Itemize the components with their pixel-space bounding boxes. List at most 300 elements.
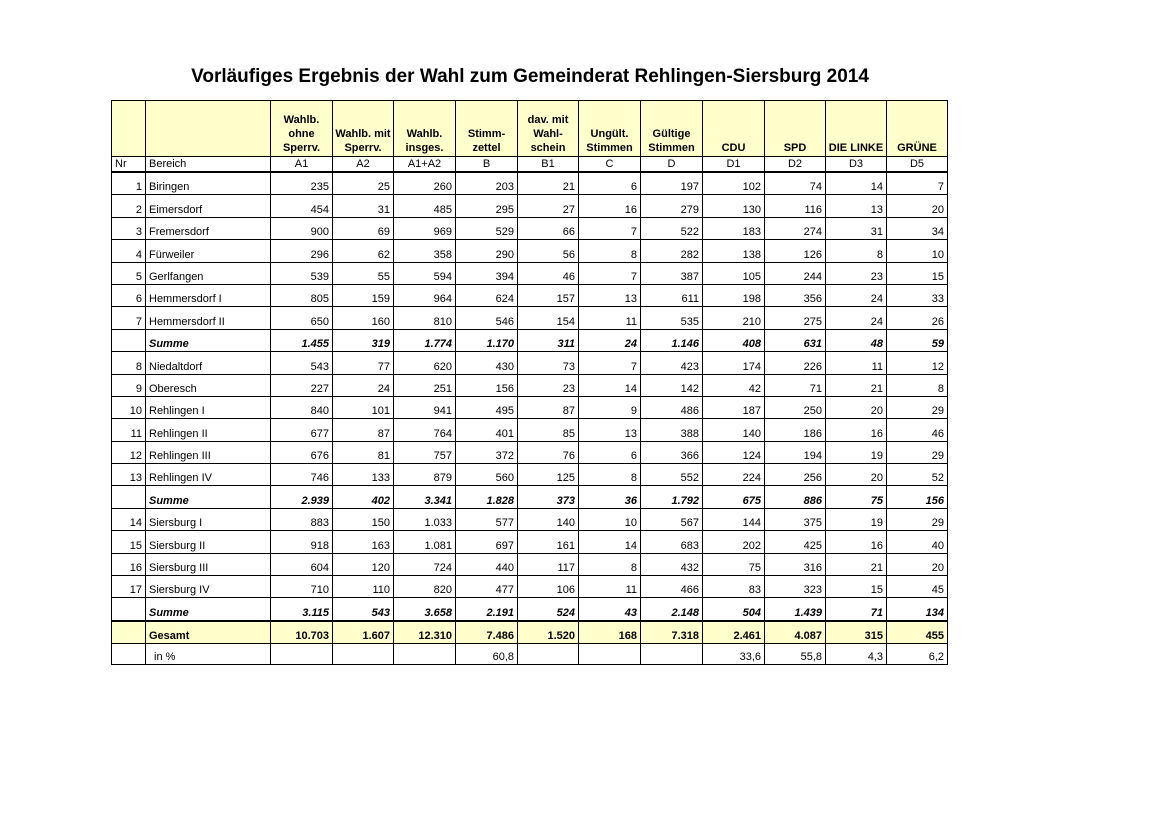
header-cell-d5: GRÜNE	[887, 101, 948, 157]
cell-b1: 1.520	[518, 621, 579, 644]
cell-d2: 425	[765, 531, 826, 553]
cell-nr: 12	[112, 441, 146, 463]
cell-nr	[112, 486, 146, 508]
cell-bereich: Oberesch	[146, 374, 271, 396]
cell-a2: 133	[333, 464, 394, 486]
percent-row	[112, 644, 948, 665]
cell-d: 366	[641, 441, 703, 463]
header-cell-bereich	[146, 101, 271, 157]
cell-bereich: Siersburg II	[146, 531, 271, 553]
cell-d: 423	[641, 352, 703, 374]
cell-b: 430	[456, 352, 518, 374]
cell-d1: 138	[703, 240, 765, 262]
cell-d5: 7	[887, 172, 948, 195]
cell-d3: 71	[826, 598, 887, 621]
cell-a2	[333, 644, 394, 665]
cell-nr: 10	[112, 396, 146, 418]
table-row	[112, 464, 948, 486]
cell-b1: 23	[518, 374, 579, 396]
cell-d3: 16	[826, 531, 887, 553]
cell-a1: 805	[271, 284, 333, 306]
cell-d3: 31	[826, 217, 887, 239]
table-row	[112, 576, 948, 598]
cell-a2: 1.607	[333, 621, 394, 644]
cell-d1: 42	[703, 374, 765, 396]
cell-a1a2: 594	[394, 262, 456, 284]
cell-a1: 677	[271, 419, 333, 441]
cell-a2: 160	[333, 307, 394, 329]
cell-d3: 11	[826, 352, 887, 374]
cell-b: 560	[456, 464, 518, 486]
cell-a1: 454	[271, 195, 333, 217]
cell-d3: 48	[826, 329, 887, 351]
cell-d1: 102	[703, 172, 765, 195]
cell-d5: 29	[887, 508, 948, 530]
table-row	[112, 262, 948, 284]
cell-d5: 20	[887, 553, 948, 575]
cell-d: 1.792	[641, 486, 703, 508]
code-cell-d3: D3	[826, 157, 887, 173]
cell-d1: 210	[703, 307, 765, 329]
cell-a1: 296	[271, 240, 333, 262]
table-row	[112, 508, 948, 530]
cell-d1: 183	[703, 217, 765, 239]
header-cell-a2: Wahlb. mit Sperrv.	[333, 101, 394, 157]
cell-a1: 650	[271, 307, 333, 329]
cell-d5: 29	[887, 396, 948, 418]
subtotal-row	[112, 329, 948, 351]
table-row	[112, 374, 948, 396]
cell-d2: 116	[765, 195, 826, 217]
cell-d3: 20	[826, 464, 887, 486]
cell-d5: 455	[887, 621, 948, 644]
cell-b1: 524	[518, 598, 579, 621]
cell-d: 197	[641, 172, 703, 195]
cell-d1: 75	[703, 553, 765, 575]
cell-d5: 59	[887, 329, 948, 351]
cell-d2: 74	[765, 172, 826, 195]
cell-d5: 12	[887, 352, 948, 374]
cell-bereich: in %	[146, 644, 271, 665]
cell-bereich: Gesamt	[146, 621, 271, 644]
cell-a2: 77	[333, 352, 394, 374]
cell-a2: 24	[333, 374, 394, 396]
cell-b: 372	[456, 441, 518, 463]
cell-a2: 62	[333, 240, 394, 262]
header-cell-d1: CDU	[703, 101, 765, 157]
header-cell-b: Stimm-zettel	[456, 101, 518, 157]
header-cell-b1: dav. mit Wahl-schein	[518, 101, 579, 157]
cell-d3: 16	[826, 419, 887, 441]
cell-d5: 34	[887, 217, 948, 239]
cell-d1: 105	[703, 262, 765, 284]
cell-nr: 7	[112, 307, 146, 329]
cell-d1: 675	[703, 486, 765, 508]
cell-d: 387	[641, 262, 703, 284]
cell-b1: 161	[518, 531, 579, 553]
cell-d1: 224	[703, 464, 765, 486]
cell-d: 1.146	[641, 329, 703, 351]
cell-a1a2: 757	[394, 441, 456, 463]
cell-a1a2: 810	[394, 307, 456, 329]
cell-a1a2: 764	[394, 419, 456, 441]
header-cell-a1a2: Wahlb. insges.	[394, 101, 456, 157]
cell-b: 477	[456, 576, 518, 598]
cell-bereich: Siersburg III	[146, 553, 271, 575]
cell-a1: 10.703	[271, 621, 333, 644]
cell-d5: 29	[887, 441, 948, 463]
cell-nr: 14	[112, 508, 146, 530]
code-cell-a1a2: A1+A2	[394, 157, 456, 173]
cell-nr	[112, 329, 146, 351]
cell-a2: 319	[333, 329, 394, 351]
cell-d: 522	[641, 217, 703, 239]
cell-d5: 15	[887, 262, 948, 284]
cell-d: 567	[641, 508, 703, 530]
cell-d3: 24	[826, 307, 887, 329]
cell-c: 14	[579, 374, 641, 396]
cell-b: 1.170	[456, 329, 518, 351]
cell-d: 2.148	[641, 598, 703, 621]
cell-b1: 154	[518, 307, 579, 329]
cell-d5: 156	[887, 486, 948, 508]
cell-a1a2: 1.033	[394, 508, 456, 530]
cell-a1a2: 964	[394, 284, 456, 306]
table-row	[112, 240, 948, 262]
cell-d3: 4,3	[826, 644, 887, 665]
cell-c	[579, 644, 641, 665]
cell-bereich: Fremersdorf	[146, 217, 271, 239]
cell-c: 14	[579, 531, 641, 553]
cell-b1	[518, 644, 579, 665]
header-cell-d2: SPD	[765, 101, 826, 157]
cell-d5: 20	[887, 195, 948, 217]
cell-a1a2: 620	[394, 352, 456, 374]
cell-d5: 8	[887, 374, 948, 396]
cell-d2: 71	[765, 374, 826, 396]
cell-d: 611	[641, 284, 703, 306]
cell-c: 16	[579, 195, 641, 217]
cell-a1a2: 1.081	[394, 531, 456, 553]
cell-d2: 256	[765, 464, 826, 486]
code-cell-b: B	[456, 157, 518, 173]
cell-bereich: Siersburg IV	[146, 576, 271, 598]
cell-b1: 46	[518, 262, 579, 284]
cell-a1: 2.939	[271, 486, 333, 508]
cell-d1: 140	[703, 419, 765, 441]
cell-c: 24	[579, 329, 641, 351]
cell-nr: 13	[112, 464, 146, 486]
cell-d5: 6,2	[887, 644, 948, 665]
cell-a2: 31	[333, 195, 394, 217]
table-row	[112, 172, 948, 195]
cell-b1: 106	[518, 576, 579, 598]
cell-d2: 375	[765, 508, 826, 530]
cell-a1: 710	[271, 576, 333, 598]
cell-nr: 11	[112, 419, 146, 441]
cell-c: 13	[579, 284, 641, 306]
header-cell-d3: DIE LINKE	[826, 101, 887, 157]
cell-bereich: Biringen	[146, 172, 271, 195]
table-row	[112, 553, 948, 575]
cell-nr: 1	[112, 172, 146, 195]
cell-a1a2: 969	[394, 217, 456, 239]
code-cell-d: D	[641, 157, 703, 173]
cell-d2: 55,8	[765, 644, 826, 665]
table-row	[112, 352, 948, 374]
cell-d2: 631	[765, 329, 826, 351]
cell-b: 156	[456, 374, 518, 396]
code-cell-nr: Nr	[112, 157, 146, 173]
cell-d1: 130	[703, 195, 765, 217]
cell-a2: 163	[333, 531, 394, 553]
cell-b1: 21	[518, 172, 579, 195]
cell-b1: 56	[518, 240, 579, 262]
cell-d: 552	[641, 464, 703, 486]
cell-nr	[112, 621, 146, 644]
cell-a1a2: 724	[394, 553, 456, 575]
cell-nr: 5	[112, 262, 146, 284]
cell-nr: 16	[112, 553, 146, 575]
cell-a1a2: 3.658	[394, 598, 456, 621]
cell-d1: 408	[703, 329, 765, 351]
header-row	[112, 101, 948, 157]
cell-c: 13	[579, 419, 641, 441]
cell-b1: 157	[518, 284, 579, 306]
cell-a1: 543	[271, 352, 333, 374]
cell-d: 466	[641, 576, 703, 598]
cell-a1: 539	[271, 262, 333, 284]
cell-nr: 8	[112, 352, 146, 374]
cell-d1: 124	[703, 441, 765, 463]
table-row	[112, 396, 948, 418]
cell-b: 7.486	[456, 621, 518, 644]
cell-b: 577	[456, 508, 518, 530]
code-row	[112, 157, 948, 173]
table-row	[112, 307, 948, 329]
cell-b1: 73	[518, 352, 579, 374]
cell-a1: 1.455	[271, 329, 333, 351]
cell-d3: 75	[826, 486, 887, 508]
cell-d2: 126	[765, 240, 826, 262]
cell-d: 142	[641, 374, 703, 396]
cell-nr: 17	[112, 576, 146, 598]
table-row	[112, 217, 948, 239]
code-cell-a1: A1	[271, 157, 333, 173]
page-title: Vorläufiges Ergebnis der Wahl zum Gemeinderat Rehlingen-Siersburg 2014	[191, 66, 869, 87]
cell-bereich: Hemmersdorf II	[146, 307, 271, 329]
table-row	[112, 284, 948, 306]
cell-bereich: Eimersdorf	[146, 195, 271, 217]
cell-bereich: Gerlfangen	[146, 262, 271, 284]
cell-a1a2: 485	[394, 195, 456, 217]
cell-a2: 101	[333, 396, 394, 418]
cell-d2: 323	[765, 576, 826, 598]
cell-a1a2: 3.341	[394, 486, 456, 508]
table-row	[112, 441, 948, 463]
cell-b1: 27	[518, 195, 579, 217]
cell-b: 60,8	[456, 644, 518, 665]
cell-nr: 4	[112, 240, 146, 262]
cell-d1: 198	[703, 284, 765, 306]
results-table	[111, 100, 948, 665]
cell-d3: 8	[826, 240, 887, 262]
cell-d: 282	[641, 240, 703, 262]
cell-d2: 186	[765, 419, 826, 441]
cell-d2: 356	[765, 284, 826, 306]
cell-b: 440	[456, 553, 518, 575]
cell-b1: 117	[518, 553, 579, 575]
cell-a1a2	[394, 644, 456, 665]
cell-d3: 20	[826, 396, 887, 418]
cell-b: 2.191	[456, 598, 518, 621]
cell-a1: 3.115	[271, 598, 333, 621]
cell-c: 168	[579, 621, 641, 644]
cell-b: 546	[456, 307, 518, 329]
cell-c: 7	[579, 217, 641, 239]
cell-d	[641, 644, 703, 665]
header-cell-a1: Wahlb. ohne Sperrv.	[271, 101, 333, 157]
cell-d3: 24	[826, 284, 887, 306]
cell-a2: 25	[333, 172, 394, 195]
cell-b1: 140	[518, 508, 579, 530]
cell-a1	[271, 644, 333, 665]
cell-a1: 604	[271, 553, 333, 575]
cell-d1: 174	[703, 352, 765, 374]
cell-d: 7.318	[641, 621, 703, 644]
cell-a1: 900	[271, 217, 333, 239]
cell-d1: 144	[703, 508, 765, 530]
cell-d1: 83	[703, 576, 765, 598]
cell-d3: 13	[826, 195, 887, 217]
cell-b: 394	[456, 262, 518, 284]
cell-a2: 543	[333, 598, 394, 621]
cell-c: 11	[579, 307, 641, 329]
cell-c: 6	[579, 172, 641, 195]
cell-c: 43	[579, 598, 641, 621]
cell-d: 388	[641, 419, 703, 441]
cell-nr: 15	[112, 531, 146, 553]
code-cell-d5: D5	[887, 157, 948, 173]
cell-a1a2: 260	[394, 172, 456, 195]
cell-a1: 235	[271, 172, 333, 195]
cell-bereich: Summe	[146, 329, 271, 351]
cell-b: 290	[456, 240, 518, 262]
cell-d5: 52	[887, 464, 948, 486]
cell-c: 9	[579, 396, 641, 418]
cell-b1: 85	[518, 419, 579, 441]
cell-d3: 19	[826, 441, 887, 463]
cell-b1: 76	[518, 441, 579, 463]
cell-b: 495	[456, 396, 518, 418]
cell-a1a2: 12.310	[394, 621, 456, 644]
cell-bereich: Rehlingen IV	[146, 464, 271, 486]
cell-a2: 55	[333, 262, 394, 284]
cell-a2: 150	[333, 508, 394, 530]
cell-b1: 66	[518, 217, 579, 239]
total-row	[112, 621, 948, 644]
cell-d1: 33,6	[703, 644, 765, 665]
cell-b1: 125	[518, 464, 579, 486]
cell-d5: 45	[887, 576, 948, 598]
cell-c: 36	[579, 486, 641, 508]
cell-b1: 87	[518, 396, 579, 418]
cell-d1: 2.461	[703, 621, 765, 644]
cell-d3: 21	[826, 374, 887, 396]
table-row	[112, 419, 948, 441]
cell-c: 8	[579, 240, 641, 262]
cell-bereich: Summe	[146, 486, 271, 508]
cell-a1a2: 251	[394, 374, 456, 396]
code-cell-d1: D1	[703, 157, 765, 173]
cell-bereich: Rehlingen II	[146, 419, 271, 441]
cell-a1a2: 941	[394, 396, 456, 418]
code-cell-d2: D2	[765, 157, 826, 173]
cell-a2: 69	[333, 217, 394, 239]
cell-a1a2: 1.774	[394, 329, 456, 351]
cell-d1: 187	[703, 396, 765, 418]
cell-d: 535	[641, 307, 703, 329]
cell-bereich: Fürweiler	[146, 240, 271, 262]
cell-d2: 226	[765, 352, 826, 374]
cell-a2: 159	[333, 284, 394, 306]
cell-a1: 840	[271, 396, 333, 418]
cell-b: 529	[456, 217, 518, 239]
header-cell-nr	[112, 101, 146, 157]
header-cell-d: Gültige Stimmen	[641, 101, 703, 157]
cell-b: 295	[456, 195, 518, 217]
cell-c: 6	[579, 441, 641, 463]
cell-bereich: Niedaltdorf	[146, 352, 271, 374]
cell-d3: 15	[826, 576, 887, 598]
cell-a1a2: 358	[394, 240, 456, 262]
cell-a2: 120	[333, 553, 394, 575]
code-cell-b1: B1	[518, 157, 579, 173]
cell-d: 432	[641, 553, 703, 575]
cell-a1a2: 879	[394, 464, 456, 486]
cell-c: 7	[579, 262, 641, 284]
cell-d2: 194	[765, 441, 826, 463]
code-cell-bereich: Bereich	[146, 157, 271, 173]
cell-d2: 886	[765, 486, 826, 508]
cell-d: 683	[641, 531, 703, 553]
cell-a1: 883	[271, 508, 333, 530]
cell-bereich: Rehlingen III	[146, 441, 271, 463]
table-row	[112, 195, 948, 217]
cell-c: 11	[579, 576, 641, 598]
cell-d5: 40	[887, 531, 948, 553]
cell-bereich: Hemmersdorf I	[146, 284, 271, 306]
code-cell-a2: A2	[333, 157, 394, 173]
cell-c: 8	[579, 464, 641, 486]
cell-bereich: Siersburg I	[146, 508, 271, 530]
cell-bereich: Rehlingen I	[146, 396, 271, 418]
cell-b: 1.828	[456, 486, 518, 508]
subtotal-row	[112, 598, 948, 621]
cell-d2: 250	[765, 396, 826, 418]
cell-d5: 46	[887, 419, 948, 441]
cell-a1: 676	[271, 441, 333, 463]
cell-d1: 202	[703, 531, 765, 553]
cell-nr	[112, 598, 146, 621]
cell-d5: 26	[887, 307, 948, 329]
cell-d2: 1.439	[765, 598, 826, 621]
cell-nr: 2	[112, 195, 146, 217]
cell-nr: 9	[112, 374, 146, 396]
cell-b1: 311	[518, 329, 579, 351]
cell-d3: 315	[826, 621, 887, 644]
cell-d2: 316	[765, 553, 826, 575]
